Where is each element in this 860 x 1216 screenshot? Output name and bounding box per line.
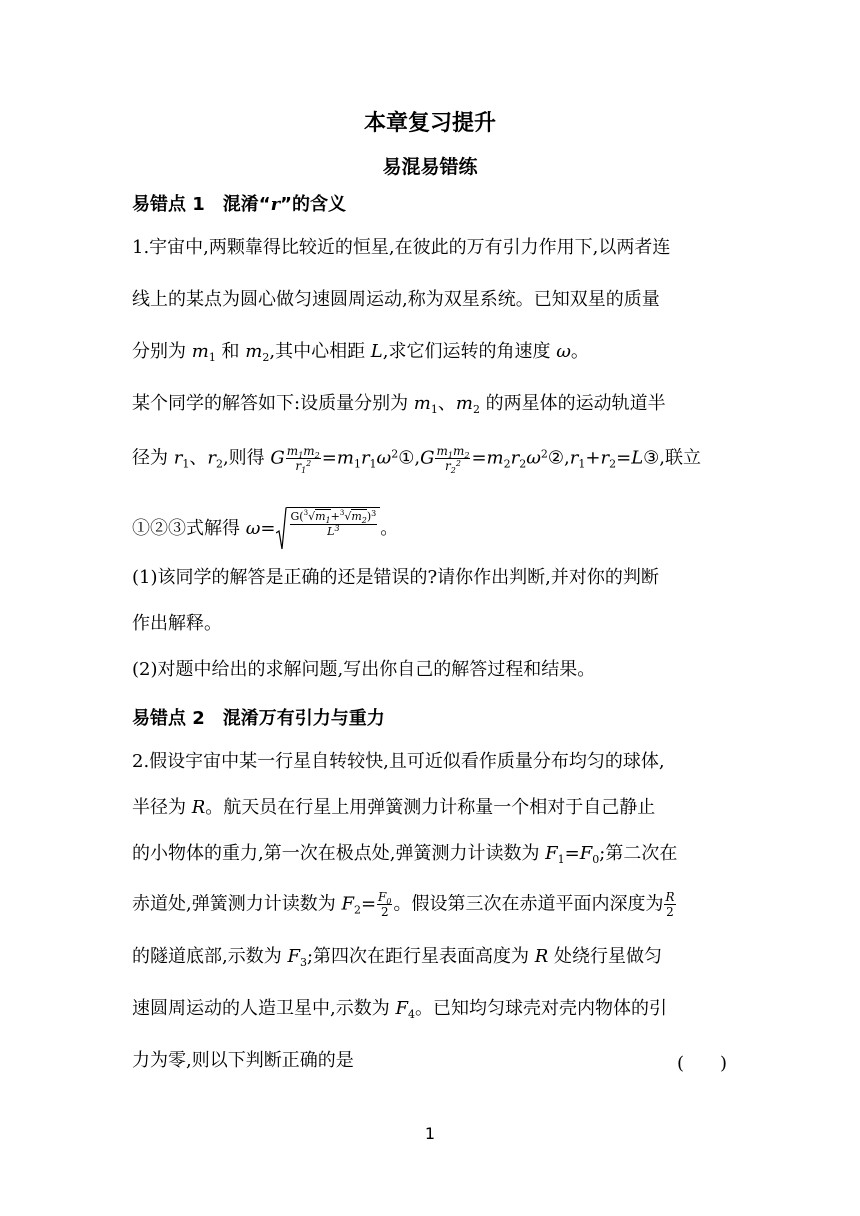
q1-sub-1-cont: 作出解释。: [132, 613, 222, 634]
sqrt-expression: $\frac{G(^3√m_1+^3√m_2)^3}{L^3}$: [276, 507, 381, 551]
f0-half-fraction: $\frac{F_0}{2}$: [378, 890, 392, 919]
r-half-fraction: $\frac{R}{2}$: [665, 890, 675, 919]
page-title: 本章复习提升: [363, 111, 496, 136]
q2-line-7: 力为零,则以下判断正确的是: [132, 1050, 354, 1071]
q2-line-4: 赤道处,弹簧测力计读数为 $F_2=$ $\frac{F_0}{2}$ 。假设第三次在赤道平面内深度为 $\frac{R}{2}$: [132, 890, 675, 919]
q2-line-2: 半径为 R。航天员在行星上用弹簧测力计称量一个相对于自己静止: [132, 797, 656, 818]
q1-line-3: 分别为 $m_1$ 和 $m_2$,其中心相距 L,求它们运转的角速度 ω。: [132, 341, 589, 364]
q1-line-2: 线上的某点为圆心做匀速圆周运动,称为双星系统。已知双星的质量: [132, 289, 660, 310]
section-title: 易混易错练: [382, 156, 478, 178]
answer-bracket: ( ): [677, 1053, 728, 1074]
page-number: 1: [424, 1124, 436, 1143]
q1-sub-2: (2)对题中给出的求解问题,写出你自己的解答过程和结果。: [132, 659, 596, 680]
gravity-fraction-1: $\frac{m_1m_2}{r_1^2}$: [286, 444, 320, 475]
error-point-1-heading: 易错点 1 混淆“r”的含义: [132, 194, 346, 215]
q2-line-6: 速圆周运动的人造卫星中,示数为 $F_4$。已知均匀球壳对壳内物体的引: [132, 998, 667, 1021]
q1-line-6: ①②③式解得 ω= $\frac{G(^3√m_1+^3√m_2)^3}{L^3}$ 。: [132, 507, 398, 551]
q1-line-1: 1.宇宙中,两颗靠得比较近的恒星,在彼此的万有引力作用下,以两者连: [132, 237, 671, 258]
q1-line-4: 某个同学的解答如下:设质量分别为 $m_1$、$m_2$ 的两星体的运动轨道半: [132, 393, 666, 416]
q1-sub-1: (1)该同学的解答是正确的还是错误的?请你作出判断,并对你的判断: [132, 567, 659, 588]
q2-line-1: 2.假设宇宙中某一行星自转较快,且可近似看作质量分布均匀的球体,: [132, 751, 665, 772]
q2-line-3: 的小物体的重力,第一次在极点处,弹簧测力计读数为 $F_1=F_0$;第二次在: [132, 843, 678, 866]
gravity-fraction-2: $\frac{m_1m_2}{r_2^2}$: [436, 444, 470, 475]
q1-line-5: 径为 $r_1$、$r_2$,则得 G $\frac{m_1m_2}{r_1^2}$ $=m_1r_1\omega^2①,G$ $\frac{m_1m_2}{r_2^2}$ $=m_2r_2\omega^2②,r_1+r_2=L③$,联立: [132, 444, 701, 475]
error-point-2-heading: 易错点 2 混淆万有引力与重力: [132, 708, 385, 729]
q2-line-5: 的隧道底部,示数为 $F_3$;第四次在距行星表面高度为 R 处绕行星做匀: [132, 946, 663, 969]
